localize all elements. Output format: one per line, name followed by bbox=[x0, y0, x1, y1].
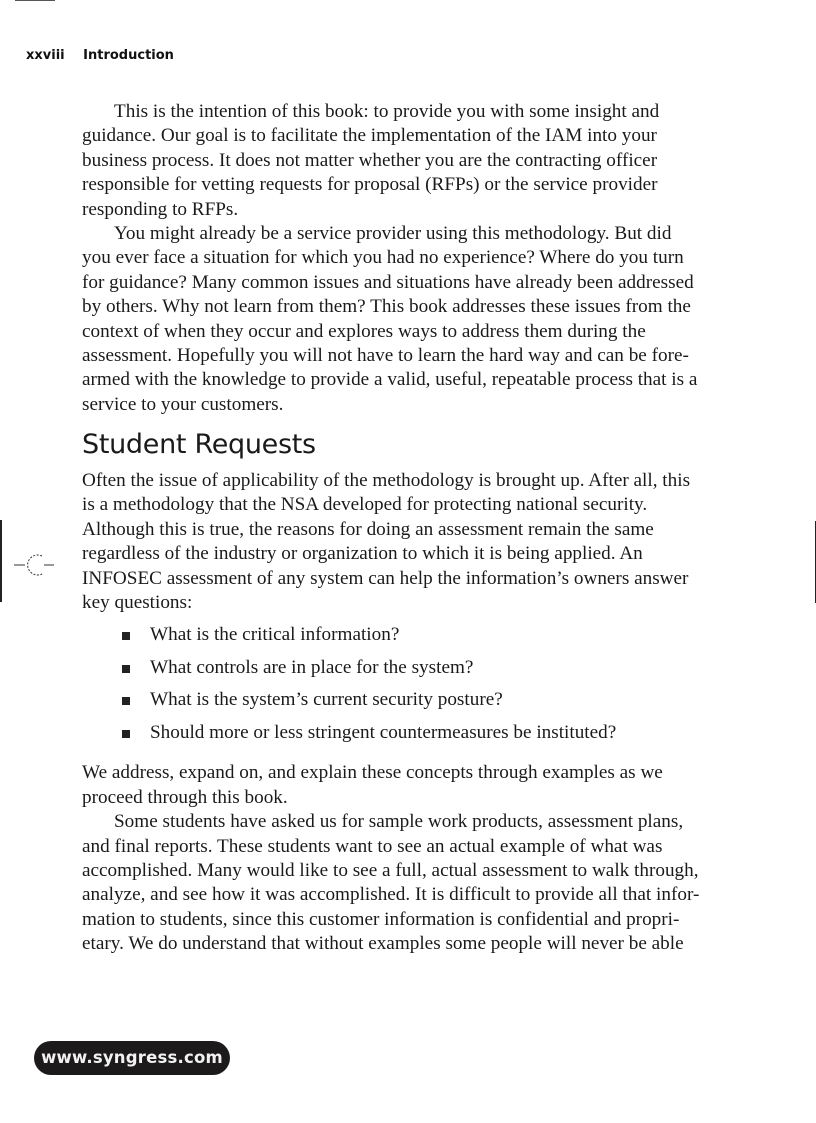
text-line: you ever face a situation for which you had no experience? Where do you turn bbox=[82, 247, 684, 269]
paragraph-student-samples bbox=[82, 810, 722, 956]
text-line: regardless of the industry or organization to which it is being applied. An bbox=[82, 543, 643, 565]
square-bullet-icon bbox=[122, 632, 130, 640]
text-line: INFOSEC assessment of any system can help the information’s owners answer bbox=[82, 567, 689, 589]
paragraph-intention bbox=[82, 100, 722, 222]
text-line: responsible for vetting requests for proposal (RFPs) or the service provider bbox=[82, 174, 658, 196]
text-line: context of when they occur and explores ways to address them during the bbox=[82, 320, 646, 342]
paragraph-service-provider bbox=[82, 222, 722, 417]
text-line: key questions: bbox=[82, 592, 193, 614]
text-line: service to your customers. bbox=[82, 393, 284, 415]
publisher-url-badge: www.syngress.com bbox=[34, 1041, 230, 1075]
text-line: Although this is true, the reasons for doing an assessment remain the same bbox=[82, 518, 654, 540]
text-line: accomplished. Many would like to see a full, actual assessment to walk through, bbox=[82, 859, 699, 881]
text-line: armed with the knowledge to provide a valid, useful, repeatable process that is a bbox=[82, 369, 698, 391]
paragraph-address-concepts bbox=[82, 761, 722, 810]
text-line: etary. We do understand that without examples some people will never be able bbox=[82, 933, 684, 955]
paragraph-applicability bbox=[82, 469, 722, 615]
list-item-text: Should more or less stringent countermeasures be instituted? bbox=[150, 721, 617, 743]
text-line: by others. Why not learn from them? This book addresses these issues from the bbox=[82, 296, 691, 318]
text-line: analyze, and see how it was accomplished. It is difficult to provide all that infor- bbox=[82, 884, 700, 906]
list-item bbox=[82, 656, 722, 689]
text-line: Some students have asked us for sample work products, assessment plans, bbox=[114, 811, 684, 833]
text-line: is a methodology that the NSA developed for protecting national security. bbox=[82, 494, 648, 516]
key-questions-list bbox=[82, 623, 722, 753]
text-line: and final reports. These students want to see an actual example of what was bbox=[82, 835, 663, 857]
text-line: responding to RFPs. bbox=[82, 198, 239, 220]
section-title: Introduction bbox=[83, 48, 174, 63]
list-item-text: What is the system’s current security posture? bbox=[150, 689, 503, 711]
crop-mark-left bbox=[0, 520, 2, 602]
list-item bbox=[82, 623, 722, 656]
text-line: You might already be a service provider using this methodology. But did bbox=[114, 222, 672, 244]
page-number: xxviii bbox=[26, 48, 65, 63]
square-bullet-icon bbox=[122, 665, 130, 673]
square-bullet-icon bbox=[122, 730, 130, 738]
text-line: We address, expand on, and explain these concepts through examples as we bbox=[82, 762, 663, 784]
text-line: proceed through this book. bbox=[82, 786, 288, 808]
text-line: assessment. Hopefully you will not have to learn the hard way and can be fore- bbox=[82, 344, 689, 366]
top-crop-rule bbox=[15, 0, 55, 1]
list-item bbox=[82, 721, 722, 754]
text-line: This is the intention of this book: to provide you with some insight and bbox=[114, 101, 660, 122]
running-head bbox=[26, 48, 174, 63]
registration-mark-icon bbox=[14, 548, 54, 582]
text-line: guidance. Our goal is to facilitate the implementation of the IAM into your bbox=[82, 125, 657, 147]
list-item bbox=[82, 688, 722, 721]
square-bullet-icon bbox=[122, 697, 130, 705]
text-line: for guidance? Many common issues and situations have already been addressed bbox=[82, 271, 694, 293]
page-body bbox=[82, 100, 722, 957]
text-line: business process. It does not matter whether you are the contracting officer bbox=[82, 149, 658, 171]
text-line: mation to students, since this customer information is confidential and propri- bbox=[82, 908, 680, 930]
list-item-text: What is the critical information? bbox=[150, 624, 400, 646]
section-heading: Student Requests bbox=[82, 429, 316, 461]
text-line: Often the issue of applicability of the methodology is brought up. After all, this bbox=[82, 470, 691, 492]
list-item-text: What controls are in place for the system? bbox=[150, 656, 474, 678]
